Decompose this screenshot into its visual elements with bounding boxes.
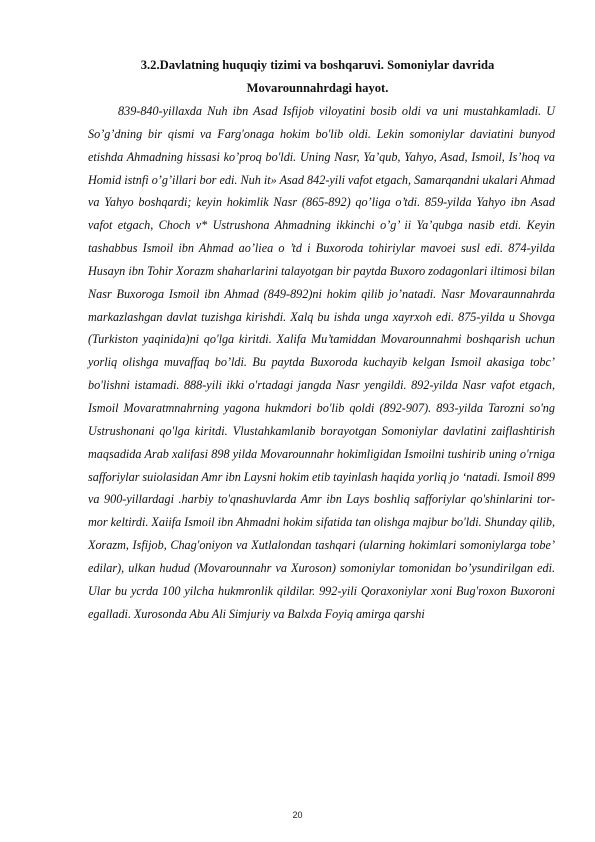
section-heading-line-1: 3.2.Davlatning huquqiy tizimi va boshqaruvi. Somoniylar davrida — [140, 58, 495, 72]
page-number: 20 — [292, 810, 303, 820]
section-heading-line-2: Movarounnahrdagi hayot. — [246, 81, 389, 95]
body-paragraph: 839-840-yillaxda Nuh ibn Asad Isfijob viloyatini bosib oldi va uni mustahkamladi. U So’g’dning bir qismi va Farg'onaga hokim bo'lib oldi. Lekin somoniylar daviatini bunyod etishda Ahmadning hissasi ko’proq bo'ldi. Uning Nasr, Ya’qub, Yahyo, Asad, Ismoil, Is’hoq va Homid istnfi o’g’illari bor edi. Nuh it» Asad 842-yili vafot etgach, Samarqandni ukalari Ahmad va Yahyo boshqardi; keyin hokimlik Nasr (865-892) qo’liga o’tdi. 859-yilda Yahyo ibn Asad vafot etgach, Choch v* Ustrushona Ahmadning ikkinchi o’g’ ii Ya’qubga nasib etdi. Keyin tashabbus Ismoil ibn Ahmad ao’liea o ’td i Buxoroda tohiriylar mavoei susl edi. 874-yilda Husayn ibn Tohir Xorazm shaharlarini talayotgan bir paytda Buxoro zodagonlari iltimosi bilan Nasr Buxoroga Ismoil ibn Ahmad (849-892)ni hokim qilib jo’natadi. Nasr Movaraunnahrda markazlashgan davlat tuzishga kirishdi. Xalq bu ishda unga xayrxoh edi. 875-yilda u Shovga (Turkiston yaqinida)ni qo'lga kiritdi. Xalifa Mu’tamiddan Movarounnahmi boshqarish uchun yorliq olishga muvaffaq bo’ldi. Bu paytda Buxoroda kuchayib kelgan Ismoil akasiga tobc’ bo'lishni istamadi. 888-yili ikki o'rtadagi jangda Nasr yengildi. 892-yilda Nasr vafot etgach, Ismoil Movaratmnahrning yagona hukmdori bo'lib qoldi (892-907). 893-yilda Tarozni so'ng Ustrushonani qo'lga kiritdi. Vlustahkamlanib borayotgan Somoniylar davlatini zaiflashtirish maqsadida Arab xalifasi 898 yilda Movarounnahr hokimligidan Ismoilni tushirib uning o'rniga safforiylar suiolasidan Amr ibn Laysni hokim etib tayinlash haqida yorliq jo ‘natadi. Ismoil 899 va 900-yillardagi .harbiy to'qnashuvlarda Amr ibn Lays boshliq safforiylar qo'shinlarini tor-mor keltirdi. Xaiifa Ismoil ibn Ahmadni hokim sifatida tan olishga majbur bo'ldi. Shunday qilib, Xorazm, Isfijob, Chag'oniyon va Xutlalondan tashqari (ularning hokimlari somoniylarga tobe’ edilar), ulkan hudud (Movarounnahr va Xuroson) somoniylar tomonidan bo’ysundirilgan edi. Ular bu ycrda 100 yilcha hukmronlik qildilar. 992-yili Qoraxoniylar xoni Bug'roxon Buxoroni egalladi. Xurosonda Abu Ali Simjuriy va Balxda Foyiq amirga qarshi — [88, 104, 555, 621]
